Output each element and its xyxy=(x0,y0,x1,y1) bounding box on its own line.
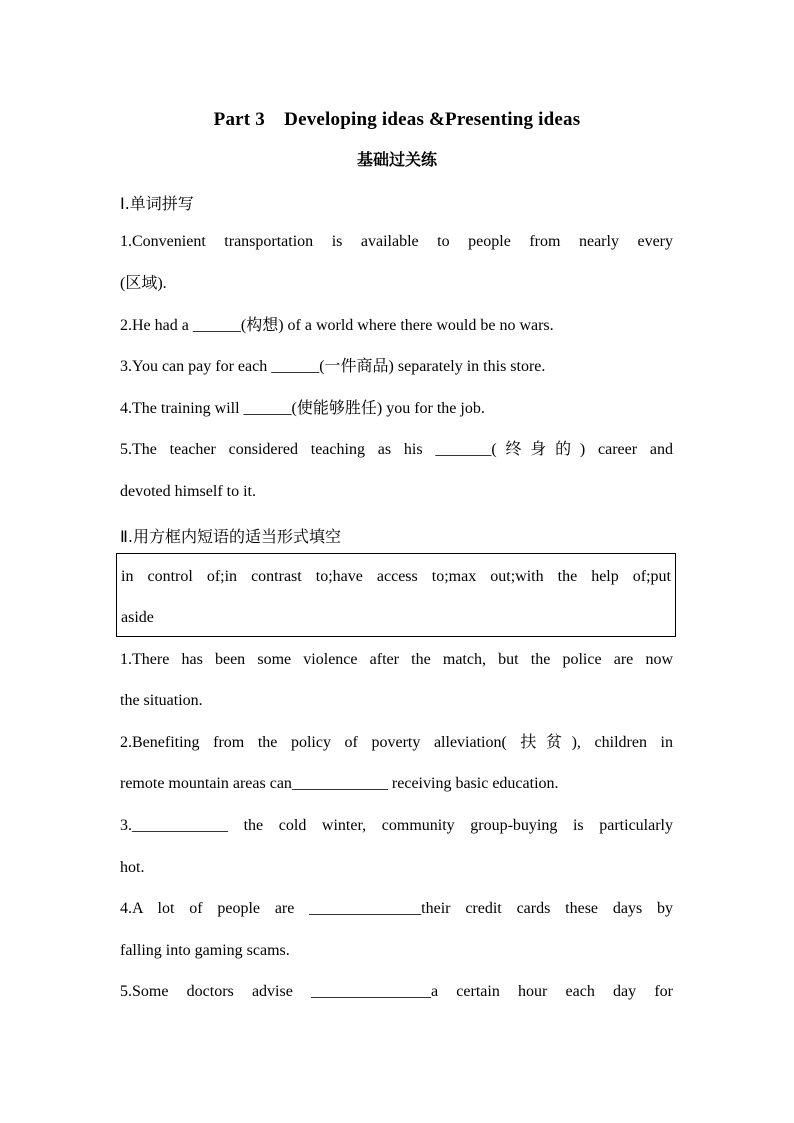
question-1-line-1: 1.Convenient transportation is available to people from nearly every xyxy=(120,233,673,250)
phrase-box-line-2: aside xyxy=(121,609,154,626)
fill-question-5-line-1: 5.Some doctors advise _______________a certain hour each day for xyxy=(120,983,673,1000)
fill-question-2-line-1: 2.Benefiting from the policy of poverty alleviation( 扶贫), children in xyxy=(120,734,673,751)
fill-question-1-line-2: the situation. xyxy=(120,692,203,709)
page-title: Part 3 Developing ideas &Presenting ideas xyxy=(213,109,581,130)
question-5-line-2: devoted himself to it. xyxy=(120,483,256,500)
question-2: 2.He had a ______(构想) of a world where there would be no wars. xyxy=(120,317,554,334)
section-2-heading: Ⅱ.用方框内短语的适当形式填空 xyxy=(120,527,341,546)
fill-question-3-line-1: 3.____________ the cold winter, community group-buying is particularly xyxy=(120,817,673,834)
page-subtitle: 基础过关练 xyxy=(356,150,437,169)
phrase-box xyxy=(116,553,676,637)
question-5-line-1: 5.The teacher considered teaching as his _______(终身的) career and xyxy=(120,441,673,458)
fill-question-2-line-2: remote mountain areas can____________ receiving basic education. xyxy=(120,775,559,792)
question-3: 3.You can pay for each ______(一件商品) separately in this store. xyxy=(120,358,546,375)
section-1-heading: Ⅰ.单词拼写 xyxy=(120,194,194,213)
fill-question-1-line-1: 1.There has been some violence after the match, but the police are now xyxy=(120,651,673,668)
fill-question-3-line-2: hot. xyxy=(120,859,145,876)
fill-question-4-line-1: 4.A lot of people are ______________their credit cards these days by xyxy=(120,900,673,917)
fill-question-4-line-2: falling into gaming scams. xyxy=(120,942,290,959)
question-1-line-2: (区域). xyxy=(120,275,167,292)
question-4: 4.The training will ______(使能够胜任) you for the job. xyxy=(120,400,485,417)
phrase-box-line-1: in control of;in contrast to;have access to;max out;with the help of;put xyxy=(121,568,671,585)
